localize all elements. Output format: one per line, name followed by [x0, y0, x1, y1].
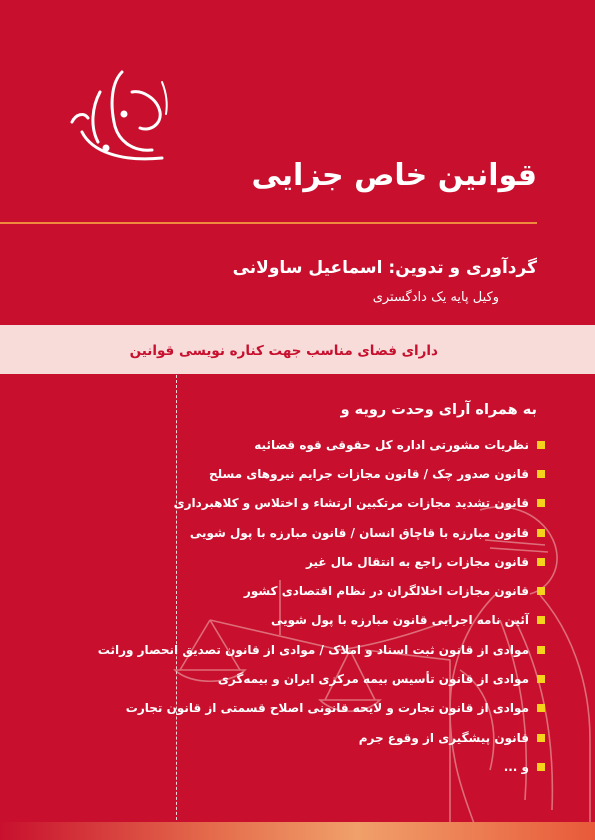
list-item: موادی از قانون تأسیس بیمه مرکزی ایران و بیمه‌گری [75, 664, 545, 693]
contents-list [75, 430, 545, 782]
square-bullet-icon [537, 470, 545, 478]
square-bullet-icon [537, 587, 545, 595]
title-divider [0, 222, 537, 224]
square-bullet-icon [537, 646, 545, 654]
list-item: قانون تشدید مجازات مرتکبین ارتشاء و اختلاس و کلاهبرداری [75, 489, 545, 518]
list-item: قانون صدور چک / قانون مجازات جرایم نیروهای مسلح [75, 459, 545, 488]
square-bullet-icon [537, 441, 545, 449]
book-title: قوانین خاص جزایی [251, 158, 537, 193]
list-item: قانون مبارزه با قاچاق انسان / قانون مبارزه با پول شویی [75, 518, 545, 547]
list-item: نظریات مشورتی اداره کل حقوقی قوه قضائیه [75, 430, 545, 459]
square-bullet-icon [537, 675, 545, 683]
list-item: قانون پیشگیری از وقوع جرم [75, 723, 545, 752]
feature-band-text: دارای فضای مناسب جهت کناره نویسی قوانین [129, 343, 438, 359]
square-bullet-icon [537, 763, 545, 771]
square-bullet-icon [537, 616, 545, 624]
bottom-color-strip [0, 822, 595, 840]
author-title: وکیل پایه یک دادگستری [372, 290, 499, 305]
list-item: موادی از قانون ثبت اسناد و املاک / موادی از قانون تصدیق انحصار وراثت [75, 635, 545, 664]
contents-heading: به همراه آرای وحدت رویه و [340, 402, 537, 418]
square-bullet-icon [537, 558, 545, 566]
list-item: قانون مجازات اخلالگران در نظام اقتصادی کشور [75, 576, 545, 605]
square-bullet-icon [537, 529, 545, 537]
publisher-logo [62, 62, 182, 172]
list-item: و ... [75, 752, 545, 781]
list-item: قانون مجازات راجع به انتقال مال غیر [75, 547, 545, 576]
author-line: گردآوری و تدوین: اسماعیل ساولانی [232, 258, 537, 278]
list-item: آئین نامه اجرایی قانون مبارزه با پول شویی [75, 606, 545, 635]
square-bullet-icon [537, 499, 545, 507]
square-bullet-icon [537, 734, 545, 742]
list-item: موادی از قانون تجارت و لایحه قانونی اصلاح قسمتی از قانون تجارت [75, 694, 545, 723]
square-bullet-icon [537, 704, 545, 712]
